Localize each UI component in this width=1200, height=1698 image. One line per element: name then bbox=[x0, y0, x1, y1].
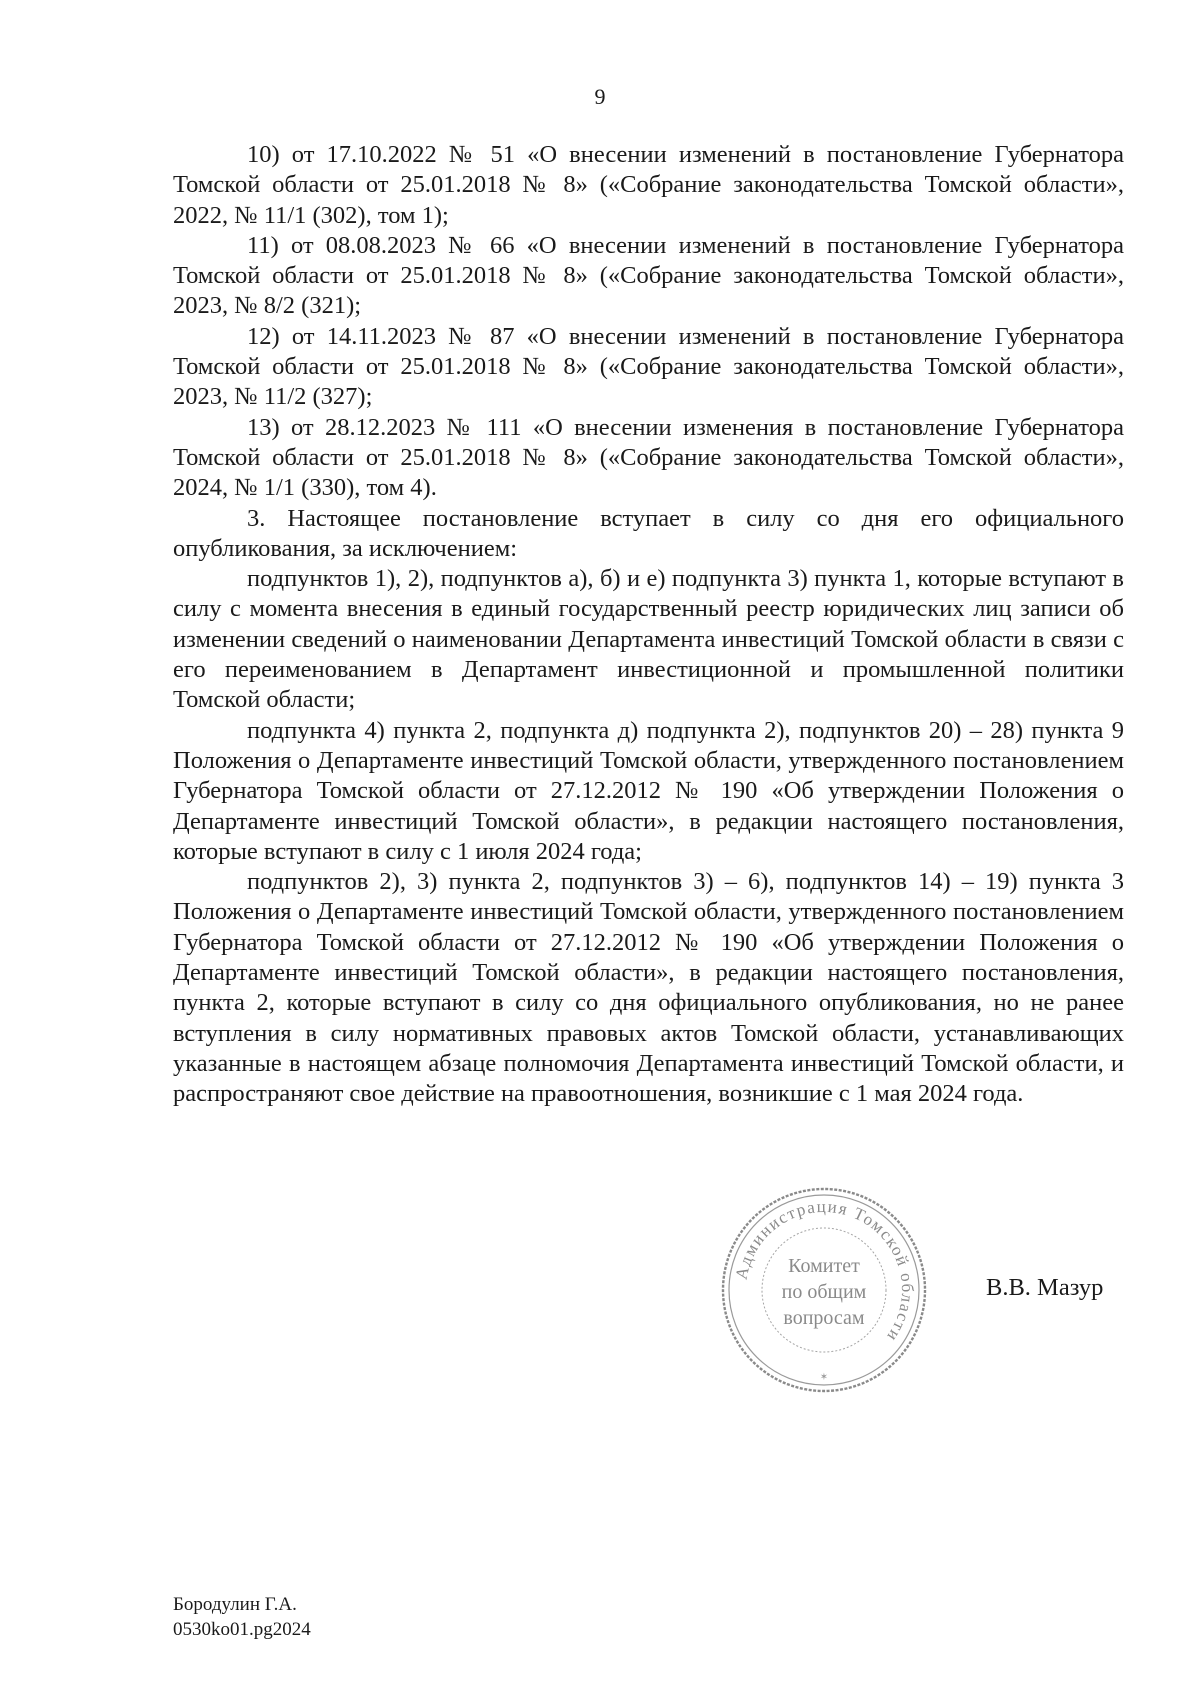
paragraph-exception-3: подпунктов 2), 3) пункта 2, подпунктов 3) – 6), подпунктов 14) – 19) пункта 3 Положения о Департаменте инвестиций Томской области, утвержденного постановлением Губернатора Томской области от 27.12.2012 № 190 «Об утверждении Положения о Департаменте инвестиций Томской области», в редакции настоящего постановления, пункта 2, которые вступают в силу со дня официального опубликования, но не ранее вступления в силу нормативных правовых актов Томской области, устанавливающих указанные в настоящем абзаце полномочия Департамента инвестиций Томской области, и распространяют свое действие на правоотношения, возникшие с 1 мая 2024 года. bbox=[173, 868, 1124, 1108]
official-stamp bbox=[718, 1184, 930, 1396]
paragraph-item-12: 12) от 14.11.2023 № 87 «О внесении изменений в постановление Губернатора Томской области от 25.01.2018 № 8» («Собрание законодательства Томской области», 2023, № 11/2 (327); bbox=[173, 322, 1124, 411]
stamp-center-line-1: Комитет bbox=[788, 1255, 860, 1277]
paragraph-exception-1: подпунктов 1), 2), подпунктов а), б) и е) подпункта 3) пункта 1, которые вступают в силу с момента внесения в единый государственный реестр юридических лиц записи об изменении сведений о наименовании Департамента инвестиций Томской области в связи с его переименованием в Департамент инвестиционной и промышленной политики Томской области; bbox=[173, 565, 1124, 714]
paragraph-item-11: 11) от 08.08.2023 № 66 «О внесении изменений в постановление Губернатора Томской области от 25.01.2018 № 8» («Собрание законодательства Томской области», 2023, № 8/2 (321); bbox=[173, 231, 1124, 320]
paragraph-item-13: 13) от 28.12.2023 № 111 «О внесении изменения в постановление Губернатора Томской области от 25.01.2018 № 8» («Собрание законодательства Томской области», 2024, № 1/1 (330), том 4). bbox=[173, 413, 1124, 502]
signatory-name: В.В. Мазур bbox=[986, 1274, 1104, 1301]
page-number: 9 bbox=[594, 84, 606, 109]
stamp-center-line-2: по общим bbox=[781, 1281, 867, 1303]
footer-file-code: 0530ko01.pg2024 bbox=[173, 1619, 311, 1640]
paragraph-exception-2: подпункта 4) пункта 2, подпункта д) подпункта 2), подпунктов 20) – 28) пункта 9 Положения о Департаменте инвестиций Томской области, утвержденного постановлением Губернатора Томской области от 27.12.2012 № 190 «Об утверждении Положения о Департаменте инвестиций Томской области», в редакции настоящего постановления, которые вступают в силу с 1 июля 2024 года; bbox=[173, 716, 1124, 865]
stamp-seal-graphic bbox=[718, 1184, 930, 1396]
stamp-center-line-3: вопросам bbox=[783, 1307, 865, 1329]
paragraph-item-10: 10) от 17.10.2022 № 51 «О внесении изменений в постановление Губернатора Томской области от 25.01.2018 № 8» («Собрание законодательства Томской области», 2022, № 11/1 (302), том 1); bbox=[173, 141, 1124, 229]
footer-author: Бородулин Г.А. bbox=[173, 1594, 297, 1615]
stamp-star-icon: ✶ bbox=[819, 1372, 829, 1383]
paragraph-clause-3: 3. Настоящее постановление вступает в силу со дня его официального опубликования, за исключением: bbox=[173, 504, 1124, 562]
document-footer bbox=[173, 1592, 311, 1642]
document-body bbox=[173, 140, 1124, 1110]
stamp-ring-text: Администрация Томской области bbox=[731, 1196, 918, 1346]
